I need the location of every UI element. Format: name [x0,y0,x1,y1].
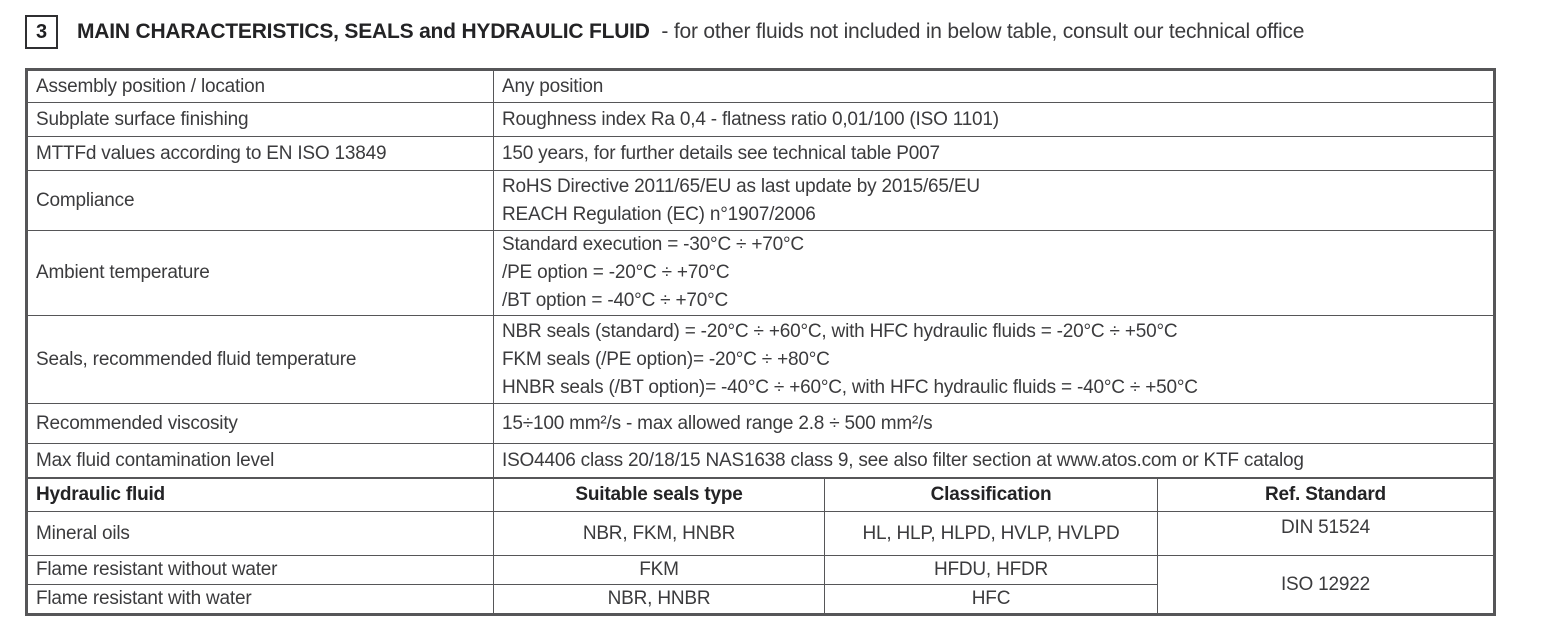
seals-cell: FKM [494,556,825,585]
section-header [25,15,1496,49]
section-number-box [25,15,58,49]
seals-cell: NBR, FKM, HNBR [494,512,825,556]
value-line: Standard execution = -30°C ÷ +70°C [502,234,804,255]
value-line: RoHS Directive 2011/65/EU as last update by 2015/65/EU [502,175,980,197]
row-label: Compliance [28,171,494,231]
classification-cell: HFC [825,585,1158,614]
column-header-classification: Classification [825,479,1158,512]
row-label: Seals, recommended fluid temperature [28,316,494,404]
column-header-ref-standard: Ref. Standard [1158,479,1494,512]
table-row [28,316,1494,404]
standard-cell-merged: ISO 12922 [1158,556,1494,614]
row-value [494,71,1494,103]
row-value [494,316,1494,404]
fluid-cell: Flame resistant with water [28,585,494,614]
fluid-cell: Mineral oils [28,512,494,556]
seals-cell: NBR, HNBR [494,585,825,614]
row-label: Assembly position / location [28,71,494,103]
characteristics-table-wrapper [25,68,1496,616]
value-line: NBR seals (standard) = -20°C ÷ +60°C, with HFC hydraulic fluids = -20°C ÷ +50°C [502,320,1178,342]
value-line: Any position [502,75,604,97]
row-label: MTTFd values according to EN ISO 13849 [28,137,494,171]
column-header-hydraulic-fluid: Hydraulic fluid [28,479,494,512]
row-label: Max fluid contamination level [28,444,494,478]
row-value [494,171,1494,231]
value-line: FKM seals (/PE option)= -20°C ÷ +80°C [502,348,830,370]
classification-cell: HFDU, HFDR [825,556,1158,585]
table-row [28,444,1494,478]
value-line: 15÷100 mm²/s - max allowed range 2.8 ÷ 500 mm²/s [502,412,933,434]
value-line: REACH Regulation (EC) n°1907/2006 [502,203,816,225]
row-label: Ambient temperature [28,231,494,316]
row-value [494,103,1494,137]
table-row [28,71,1494,103]
column-header-suitable-seals: Suitable seals type [494,479,825,512]
section-title-bold: MAIN CHARACTERISTICS, SEALS and HYDRAULIC FLUID [77,20,650,43]
classification-cell: HL, HLP, HLPD, HVLP, HVLPD [825,512,1158,556]
table-row [28,137,1494,171]
row-value [494,404,1494,444]
value-line: HNBR seals (/BT option)= -40°C ÷ +60°C, with HFC hydraulic fluids = -40°C ÷ +50°C [502,376,1198,398]
value-line: /PE option = -20°C ÷ +70°C [502,262,730,283]
table-row [28,556,1494,585]
characteristics-table [27,70,1494,478]
table-row [28,512,1494,556]
table-header-row [28,479,1494,512]
row-value [494,137,1494,171]
table-row [28,171,1494,231]
table-row [28,231,1494,316]
fluid-cell: Flame resistant without water [28,556,494,585]
hydraulic-fluid-table [27,478,1494,614]
row-value [494,231,1494,316]
value-line: ISO4406 class 20/18/15 NAS1638 class 9, see also filter section at www.atos.com or KTF catalog [502,449,1304,471]
row-value [494,444,1494,478]
value-line: 150 years, for further details see technical table P007 [502,142,940,164]
section-title [77,20,1304,44]
value-line: /BT option = -40°C ÷ +70°C [502,290,729,311]
document-page [25,15,1496,616]
standard-cell: DIN 51524 [1158,512,1494,556]
row-label: Subplate surface finishing [28,103,494,137]
row-label: Recommended viscosity [28,404,494,444]
table-row [28,404,1494,444]
section-title-note: - for other fluids not included in below table, consult our technical office [661,20,1305,43]
table-row [28,103,1494,137]
section-number: 3 [35,20,48,43]
value-line: Roughness index Ra 0,4 - flatness ratio 0,01/100 (ISO 1101) [502,108,999,130]
